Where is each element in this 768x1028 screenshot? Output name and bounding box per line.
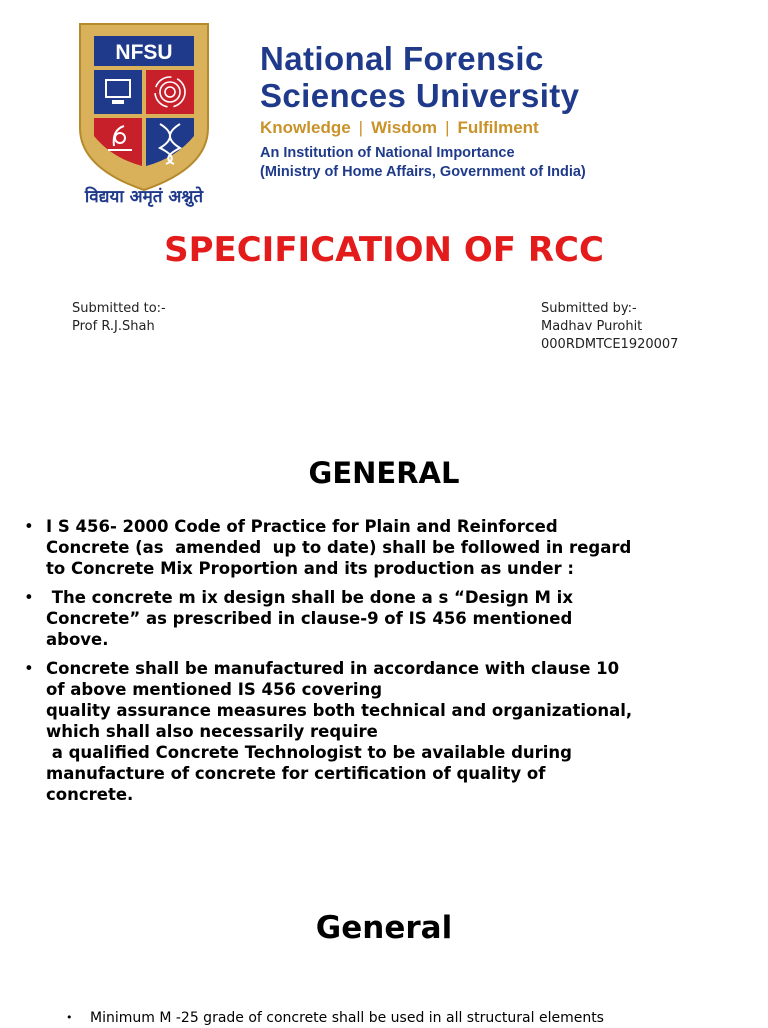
university-header: [48, 18, 738, 208]
list-item-line: of above mentioned IS 456 covering: [46, 680, 383, 699]
list-item-line: quality assurance measures both technical and organizational,: [46, 701, 633, 720]
institution-line2: (Ministry of Home Affairs, Government of India): [260, 164, 586, 180]
list-item-line: • The concrete m ix design shall be done a s “Design M ix: [46, 588, 573, 607]
institution-info: [260, 144, 586, 182]
motto-knowledge: Knowledge: [260, 118, 351, 137]
logo-motto: विद्यया अमृतं अश्नुते: [84, 187, 204, 207]
list-item-line: which shall also necessarily require: [46, 722, 378, 741]
list-item-line: to Concrete Mix Proportion and its production as under :: [46, 559, 574, 578]
submitted-by-name: Madhav Purohit: [541, 319, 643, 334]
submitted-by-block: [541, 300, 678, 354]
submitted-by-label: Submitted by:-: [541, 301, 637, 316]
submitted-by-id: 000RDMTCE1920007: [541, 337, 679, 352]
motto-separator: |: [445, 118, 450, 137]
submitted-to-label: Submitted to:-: [72, 301, 166, 316]
logo-text: NFSU: [115, 41, 173, 64]
university-motto: [260, 118, 539, 138]
list-item-line: • I S 456- 2000 Code of Practice for Plain and Reinforced: [46, 517, 558, 536]
university-name-line1: National Forensic: [260, 40, 544, 77]
nfsu-crest-logo: [48, 18, 248, 208]
motto-separator: |: [358, 118, 364, 137]
list-item: [24, 587, 744, 650]
submitted-to-block: [72, 300, 166, 336]
list-item-line: above.: [46, 630, 109, 649]
general-points-list-2: [66, 1008, 746, 1028]
list-item-line: manufacture of concrete for certification of quality of: [46, 764, 546, 783]
motto-wisdom: Wisdom: [371, 118, 438, 137]
page-title: SPECIFICATION OF RCC: [164, 230, 604, 270]
list-item-line: Concrete (as amended up to date) shall be followed in regard: [46, 538, 632, 557]
section-heading-general: GENERAL: [308, 456, 460, 490]
list-item: • Minimum M -25 grade of concrete shall be used in all structural elements: [66, 1008, 746, 1028]
list-item: [24, 658, 744, 805]
list-item-line: Concrete” as prescribed in clause-9 of IS 456 mentioned: [46, 609, 573, 628]
list-item-line: • Concrete shall be manufactured in accordance with clause 10: [46, 659, 620, 678]
list-item-line: a qualified Concrete Technologist to be available during: [46, 743, 572, 762]
general-points-list: [24, 516, 744, 813]
university-name: [260, 40, 579, 114]
submitted-to-name: Prof R.J.Shah: [72, 319, 155, 334]
university-name-line2: Sciences University: [260, 77, 580, 114]
list-item-line: concrete.: [46, 785, 134, 804]
list-item: [24, 516, 744, 579]
section-heading-general-2: General: [315, 910, 453, 946]
institution-line1: An Institution of National Importance: [260, 145, 515, 161]
motto-fulfilment: Fulfilment: [457, 118, 539, 137]
